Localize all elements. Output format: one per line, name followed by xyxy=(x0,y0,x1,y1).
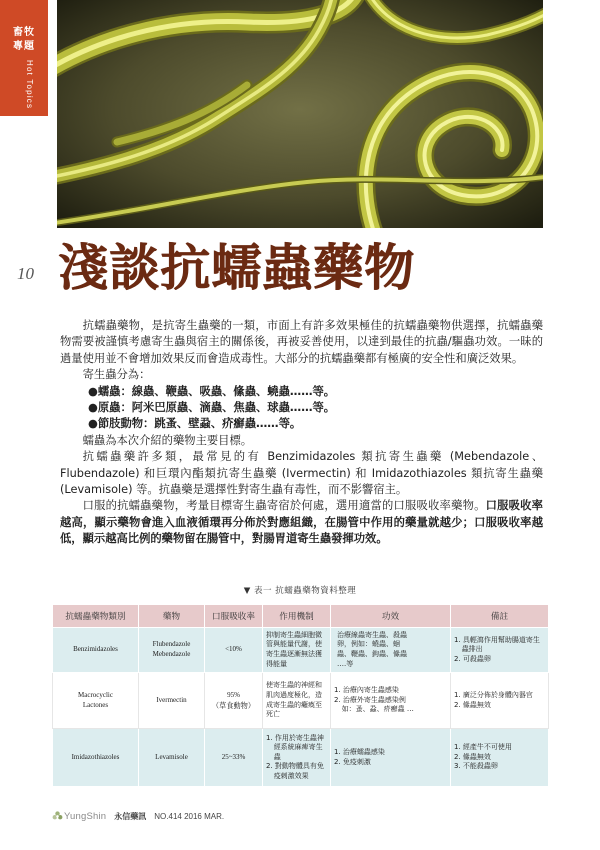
nematode-photo xyxy=(57,0,543,228)
cell-absorption xyxy=(205,673,263,729)
cell-efficacy xyxy=(331,729,451,787)
paragraph-oral xyxy=(60,498,543,547)
efficacy-item: 2. 免疫刺激 xyxy=(334,757,371,766)
drug-name: Levamisole xyxy=(155,752,188,761)
efficacy-item: 1. 治療內寄生蟲感染 xyxy=(334,686,399,695)
class-item-helminths: ●蠕蟲：線蟲、鞭蟲、吸蟲、絛蟲、蟯蟲……等。 xyxy=(88,384,336,398)
remark-item: 2. 絛蟲無效 xyxy=(454,700,491,709)
section-tab-line2: 專題 xyxy=(13,41,35,52)
class-item-arthropods: ●節肢動物：跳蚤、壁蝨、疥癬蟲……等。 xyxy=(88,417,302,431)
yungshin-logo xyxy=(52,811,106,822)
cell-mechanism xyxy=(263,628,331,673)
drug-name: Ivermectin xyxy=(156,695,187,704)
article-body xyxy=(60,318,543,548)
section-tab xyxy=(0,0,48,116)
efficacy-item: 2. 治療外寄生蟲感染例如：蚤、蝨、疥癬蟲 … xyxy=(334,695,414,714)
table-row xyxy=(53,628,549,673)
efficacy-item: 1. 治療蠕蟲感染 xyxy=(334,747,385,756)
absorption-value: 95% xyxy=(227,690,240,699)
cell-drugs xyxy=(139,628,205,673)
absorption-value: <10% xyxy=(225,645,242,654)
cell-efficacy xyxy=(331,673,451,729)
cell-absorption xyxy=(205,628,263,673)
flower-icon xyxy=(52,811,63,822)
drug-name: Mebendazole xyxy=(152,650,191,658)
header-category: 抗蠕蟲藥物類別 xyxy=(53,605,139,628)
absorption-note: （草食動物） xyxy=(211,700,256,710)
category-line: Imidazothiazoles xyxy=(71,752,120,761)
classification-heading: 寄生蟲分為： xyxy=(82,368,151,382)
cell-category xyxy=(53,729,139,787)
efficacy-text: 治療線蟲寄生蟲、殺蟲卵，例如：蟯蟲、蛔蟲、鞭蟲、鉤蟲、絛蟲 ….等 xyxy=(337,630,407,668)
article-title: 淺談抗蠕蟲藥物 xyxy=(58,238,415,297)
mechanism-item: 2. 對動物體具有免疫刺激效果 xyxy=(266,762,324,780)
table-caption: ▼ 表一 抗蠕蟲藥物資料整理 xyxy=(243,586,357,596)
remark-item: 1. 經產牛不可使用 xyxy=(454,743,512,752)
cell-remarks xyxy=(451,729,549,787)
cell-efficacy xyxy=(331,628,451,673)
cell-mechanism xyxy=(263,673,331,729)
drug-name: Flubendazole xyxy=(152,640,191,649)
absorption-value: 25~33% xyxy=(221,752,246,761)
cell-remarks xyxy=(451,628,549,673)
table-header-row xyxy=(53,605,549,628)
remark-item: 1. 具輕瀉作用幫助腸道寄生蟲排出 xyxy=(454,635,540,654)
table-row xyxy=(53,729,549,787)
paragraph-drug-types: 抗蠕蟲藥許多類，最常見的有 Benzimidazoles 類抗寄生蟲藥 (Mebendazole、Flubendazole) 和巨環內酯類抗寄生蟲藥 (Ivermectin) 和 Imidazothiazoles 類抗寄生蟲藥 (Levamisole) 等。抗蟲藥是選擇性對寄生蟲有毒性，而不影響宿主。 xyxy=(60,450,543,497)
table-row xyxy=(53,673,549,729)
category-line: Macrocyclic xyxy=(78,690,113,699)
publication-name: 永信藥訊 xyxy=(114,811,147,821)
category-line: Lactones xyxy=(82,700,109,709)
remark-item: 2. 絛蟲無效 xyxy=(454,752,491,761)
remark-item: 2. 可殺蟲卵 xyxy=(454,654,491,663)
class-item-protozoa: ●原蟲：阿米巴原蟲、滴蟲、焦蟲、球蟲……等。 xyxy=(88,401,336,415)
header-absorption: 口服吸收率 xyxy=(205,605,263,628)
header-efficacy: 功效 xyxy=(331,605,451,628)
header-mechanism: 作用機制 xyxy=(263,605,331,628)
remark-item: 1. 廣泛分佈於身體內器官 xyxy=(454,690,533,699)
page-number: 10 xyxy=(17,264,34,283)
header-drug: 藥物 xyxy=(139,605,205,628)
cell-category xyxy=(53,628,139,673)
header-remarks: 備註 xyxy=(451,605,549,628)
mechanism-text: 使寄生蟲的神經和肌肉過度極化，造成寄生蟲的癱瘓至死亡 xyxy=(266,681,322,719)
remark-item: 3. 不能殺蟲卵 xyxy=(454,762,498,771)
mechanism-item: 1. 作用於寄生蟲神經系統麻痺寄生蟲 xyxy=(266,733,324,761)
drug-table xyxy=(52,604,549,787)
cell-drugs xyxy=(139,673,205,729)
target-note: 蠕蟲為本次介紹的藥物主要目標。 xyxy=(82,433,253,447)
cell-absorption xyxy=(205,729,263,787)
cell-drugs xyxy=(139,729,205,787)
nematode-photo-svg xyxy=(57,0,543,228)
oral-intro: 口服的抗蠕蟲藥物，考量目標寄生蟲寄宿於何處，選用適當的口服吸收率藥物。 xyxy=(82,499,486,513)
issue-date: NO.414 2016 MAR. xyxy=(154,811,225,821)
mechanism-text: 抑制寄生蟲細胞微管與能量代謝，使寄生蟲逐漸無法獲得能量 xyxy=(266,630,322,668)
page-footer xyxy=(52,808,224,824)
cell-remarks xyxy=(451,673,549,729)
section-tab-english: Hot Topics xyxy=(25,60,34,110)
paragraph-intro: 抗蠕蟲藥物，是抗寄生蟲藥的一類，市面上有許多效果極佳的抗蠕蟲藥物供選擇，抗蠕蟲藥物需要被謹慎考慮寄生蟲與宿主的關係後，再被妥善使用，以達到最佳的抗蟲/驅蟲功效。一昧的過量使用並不會增加效果反而會造成毒性。大部分的抗蠕蟲藥都有極廣的安全性和廣泛效果。 xyxy=(60,319,543,365)
cell-mechanism xyxy=(263,729,331,787)
category-line: Benzimidazoles xyxy=(73,645,118,654)
cell-category xyxy=(53,673,139,729)
oral-bold: 口服吸收率越高，顯示藥物會進入血液循環再分佈於對應組織，在腸管中作用的藥量就越少；口服吸收率越低，顯示越高比例的藥物留在腸管中，對腸胃道寄生蟲發揮功效。 xyxy=(60,499,543,546)
logo-text: YungShin xyxy=(64,810,107,822)
section-tab-line1: 畜牧 xyxy=(13,27,35,38)
